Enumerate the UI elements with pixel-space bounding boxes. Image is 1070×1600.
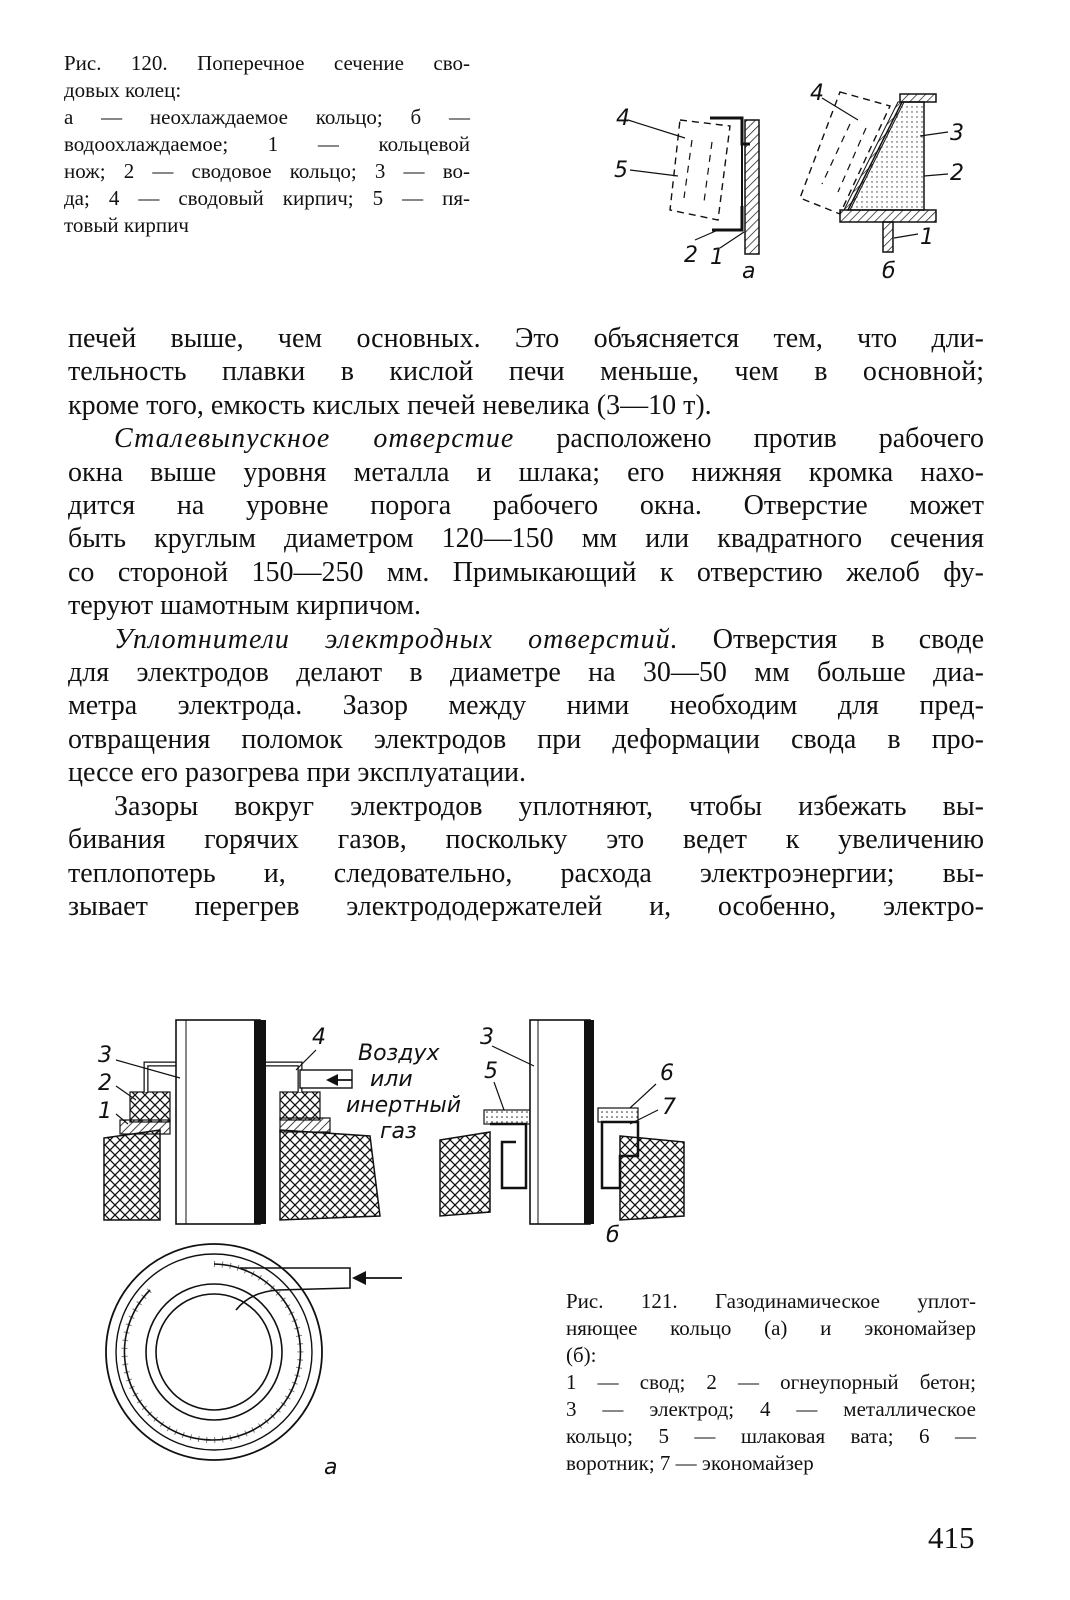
caption-line: Рис. 120. Поперечное сечение сво- bbox=[64, 51, 470, 75]
text-line: быть круглым диаметром 120—150 мм или квадратного сечения bbox=[68, 523, 984, 555]
text-line: кроме того, емкость кислых печей невелика (3—10 т). bbox=[68, 389, 712, 421]
text-line: отвращения поломок электродов при деформации свода в про- bbox=[68, 723, 984, 755]
fig121-label: 4 bbox=[312, 1025, 326, 1050]
fig121-label: 2 bbox=[98, 1071, 112, 1096]
caption-line: Рис. 121. Газодинамическое уплот- bbox=[566, 1289, 976, 1313]
text-line: цессе его разогрева при эксплуатации. bbox=[68, 757, 527, 789]
ring-a-section bbox=[628, 118, 759, 254]
fig120-label: 3 bbox=[950, 121, 964, 146]
text-line: со стороной 150—250 мм. Примыкающий к отверстию желоб фу- bbox=[68, 556, 984, 588]
text-line bbox=[68, 623, 984, 656]
fig120-label: 1 bbox=[710, 245, 724, 270]
text-line: теруют шамотным кирпичом. bbox=[68, 590, 421, 622]
seal-ring-section bbox=[104, 1020, 380, 1224]
text-line: зывает перегрев электрододержателей и, особенно, электро- bbox=[68, 890, 984, 922]
fig121-caption bbox=[566, 1288, 976, 1477]
fig120-label: 1 bbox=[920, 225, 934, 250]
text-line: окна выше уровня металла и шлака; его нижняя кромка нахо- bbox=[68, 456, 984, 488]
fig120-drawing bbox=[600, 80, 980, 300]
fig120-label: а bbox=[742, 259, 756, 284]
text-line: бивания горячих газов, поскольку это ведет к увеличению bbox=[68, 824, 984, 856]
fig121-label: 5 bbox=[484, 1059, 498, 1084]
caption-line: а — неохлаждаемое кольцо; б — bbox=[64, 105, 470, 129]
air-label: инертный bbox=[346, 1093, 462, 1118]
fig120-label: 4 bbox=[810, 81, 824, 106]
text-fragment: Отверстия в своде bbox=[712, 623, 985, 655]
fig120-label: 2 bbox=[950, 161, 964, 186]
economizer-section bbox=[440, 1020, 684, 1224]
fig120-caption bbox=[64, 50, 470, 239]
caption-line: водоохлаждаемое; 1 — кольцевой bbox=[64, 132, 470, 156]
text-line: печей выше, чем основных. Это объясняется тем, что дли- bbox=[68, 323, 984, 354]
text-line: метра электрода. Зазор между ними необходим для пред- bbox=[68, 690, 984, 722]
air-label: газ bbox=[380, 1119, 417, 1144]
fig120-label: 5 bbox=[614, 158, 628, 183]
text-line: для электродов делают в диаметре на 30—50 мм больше диа- bbox=[68, 657, 984, 689]
body-text bbox=[68, 322, 984, 923]
caption-line: 1 — свод; 2 — огнеупорный бетон; bbox=[566, 1370, 976, 1394]
caption-line: довых колец: bbox=[64, 78, 182, 102]
caption-line: кольцо; 5 — шлаковая вата; 6 — bbox=[566, 1424, 976, 1448]
caption-line: няющее кольцо (а) и экономайзер bbox=[566, 1316, 976, 1340]
term-italic: Уплотнители электродных отверстий. bbox=[114, 623, 679, 655]
caption-line: 3 — электрод; 4 — металлическое bbox=[566, 1397, 976, 1421]
caption-line: товый кирпич bbox=[64, 213, 189, 237]
fig120-label: 4 bbox=[616, 106, 630, 131]
term-italic: Сталевыпускное отверстие bbox=[114, 423, 515, 455]
fig121-label: 3 bbox=[98, 1043, 112, 1068]
fig120-label: б bbox=[882, 259, 896, 284]
fig121-label: 1 bbox=[98, 1099, 112, 1124]
fig121-label: б bbox=[606, 1223, 620, 1248]
fig121-label: 7 bbox=[662, 1095, 676, 1120]
text-line: тельность плавки в кислой печи меньше, чем в основной; bbox=[68, 356, 984, 388]
text-line bbox=[68, 422, 984, 455]
caption-line: (б): bbox=[566, 1343, 597, 1367]
air-label: или bbox=[370, 1067, 413, 1092]
fig121-label: а bbox=[324, 1455, 338, 1480]
text-line: дится на уровне порога рабочего окна. Отверстие может bbox=[68, 490, 984, 522]
text-line: теплопотерь и, следовательно, расхода электроэнергии; вы- bbox=[68, 857, 984, 889]
fig120-label: 2 bbox=[684, 243, 698, 268]
text-line: Зазоры вокруг электродов уплотняют, чтобы избежать вы- bbox=[114, 790, 984, 822]
fig121-label: 6 bbox=[660, 1061, 674, 1086]
caption-line: воротник; 7 — экономайзер bbox=[566, 1451, 814, 1475]
air-label: Воздух bbox=[358, 1041, 440, 1066]
fig121-label: 3 bbox=[480, 1025, 494, 1050]
caption-line: нож; 2 — сводовое кольцо; 3 — во- bbox=[64, 159, 470, 183]
caption-line: да; 4 — сводовый кирпич; 5 — пя- bbox=[64, 186, 470, 210]
page-number: 415 bbox=[928, 1520, 975, 1555]
text-fragment: расположено против рабочего bbox=[556, 423, 984, 455]
seal-ring-plan bbox=[106, 1244, 402, 1460]
